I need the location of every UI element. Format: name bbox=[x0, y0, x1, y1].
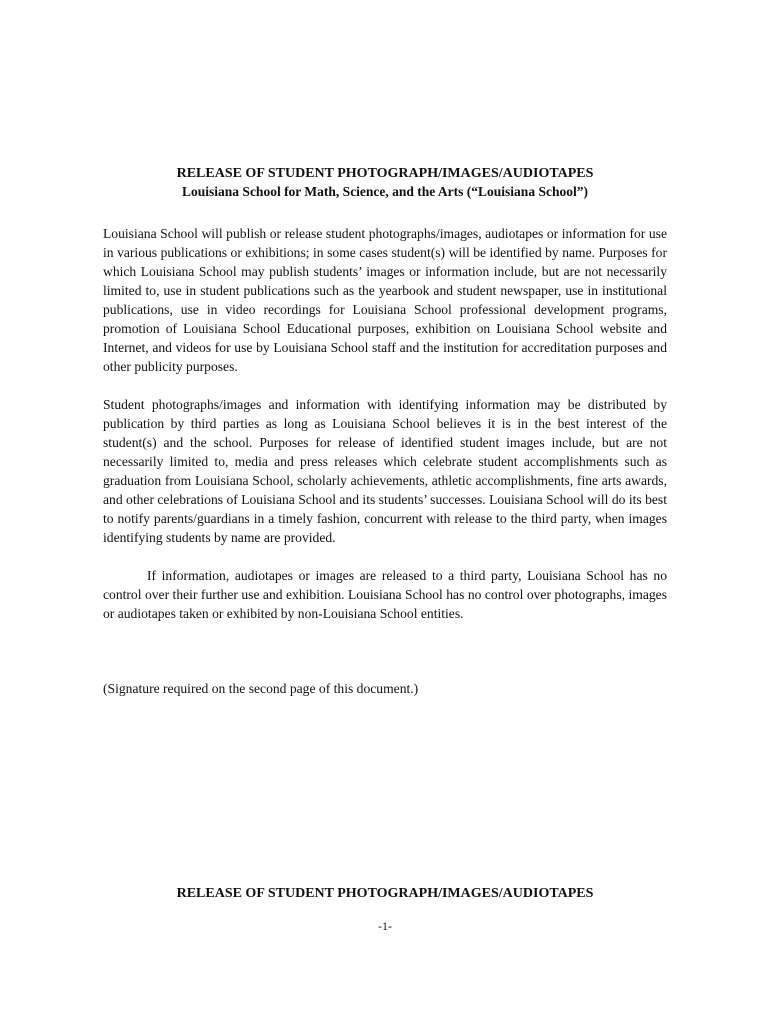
paragraph-publication-purposes: Louisiana School will publish or release student photographs/images, audiotapes or information for use in various publications or exhibitions; in some cases student(s) will be identified by name. Purposes for which Louisiana School may publish students’ images or information include, but are not necessarily limited to, use in student publications such as the yearbook and student newspaper, use in institutional publications, use in video recordings for Louisiana School professional development programs, promotion of Louisiana School Educational purposes, exhibition on Louisiana School website and Internet, and videos for use by Louisiana School staff and the institution for accreditation purposes and other publicity purposes. bbox=[103, 226, 667, 374]
paragraph-signature-note: (Signature required on the second page of this document.) bbox=[103, 681, 419, 696]
document-title: RELEASE OF STUDENT PHOTOGRAPH/IMAGES/AUDIOTAPES bbox=[176, 166, 594, 181]
footer-title: RELEASE OF STUDENT PHOTOGRAPH/IMAGES/AUDIOTAPES bbox=[176, 886, 594, 901]
document-subtitle: Louisiana School for Math, Science, and the Arts (“Louisiana School”) bbox=[182, 184, 588, 199]
page-number: -1- bbox=[378, 919, 392, 933]
paragraph-no-control: If information, audiotapes or images are released to a third party, Louisiana School has no control over their further use and exhibition. Louisiana School has no control over photographs, images or audiotapes taken or exhibited by non-Louisiana School entities. bbox=[103, 568, 667, 621]
paragraph-third-party-distribution: Student photographs/images and information with identifying information may be distributed by publication by third parties as long as Louisiana School believes it is in the best interest of the student(s) and the school. Purposes for release of identified student images include, but are not necessarily limited to, media and press releases which celebrate student accomplishments such as graduation from Louisiana School, scholarly achievements, athletic accomplishments, fine arts awards, and other celebrations of Louisiana School and its students’ successes. Louisiana School will do its best to notify parents/guardians in a timely fashion, concurrent with release to the third party, when images identifying students by name are provided. bbox=[103, 397, 667, 545]
